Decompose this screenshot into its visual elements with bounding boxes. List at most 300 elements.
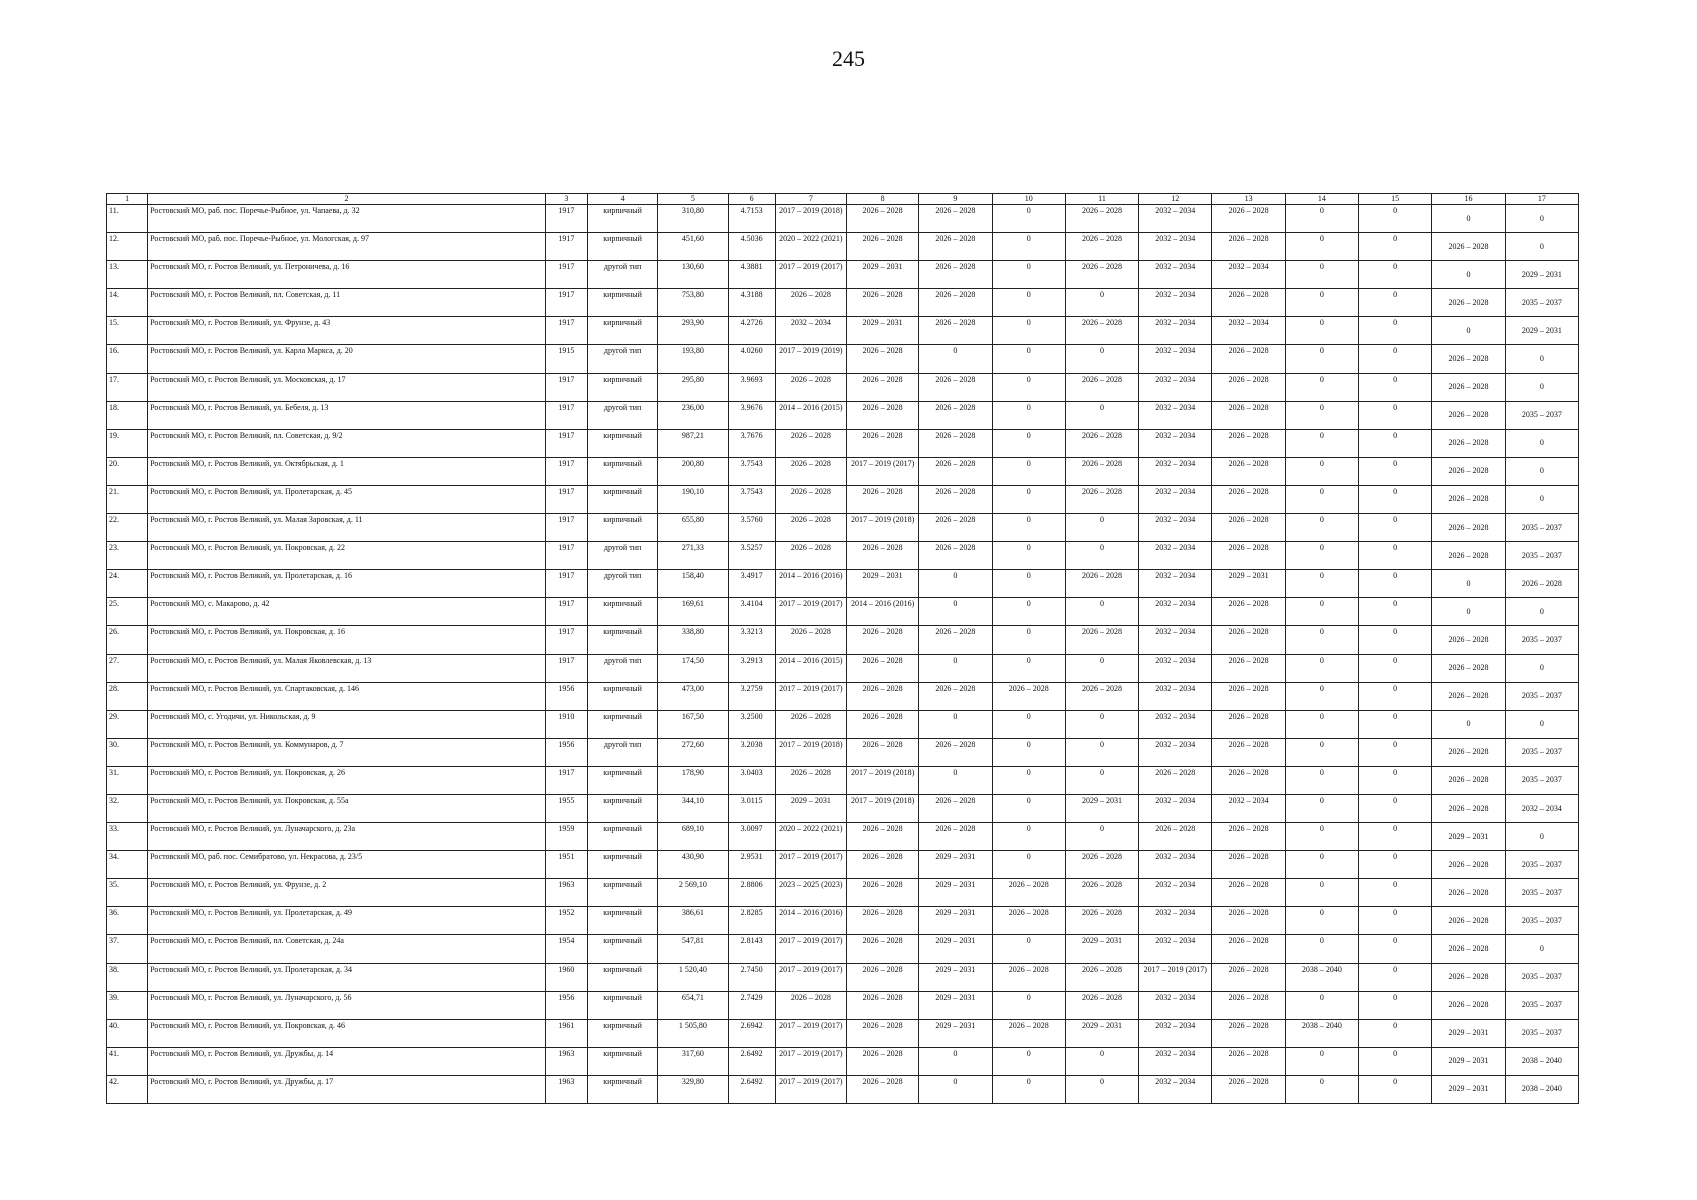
col-10-cell: 0 [992,233,1065,261]
col-17-cell: 2035 – 2037 [1505,766,1578,794]
wall-type-cell: другой тип [587,570,657,598]
col-11-cell: 2026 – 2028 [1065,879,1138,907]
col-11-cell: 2026 – 2028 [1065,317,1138,345]
col-16-cell: 2026 – 2028 [1432,991,1505,1019]
year-cell: 1952 [545,907,587,935]
index-cell: 2.8806 [728,879,775,907]
col-13-cell: 2026 – 2028 [1212,907,1285,935]
col-9-cell: 2026 – 2028 [919,205,992,233]
col-15-cell: 0 [1359,879,1432,907]
row-number: 42. [107,1075,148,1103]
col-15-cell: 0 [1359,542,1432,570]
col-7-cell: 2014 – 2016 (2016) [775,907,846,935]
address-cell: Ростовский МО, г. Ростов Великий, ул. Пролетарская, д. 45 [148,485,546,513]
col-14-cell: 2038 – 2040 [1285,963,1358,991]
wall-type-cell: другой тип [587,738,657,766]
col-7-cell: 2026 – 2028 [775,542,846,570]
col-17-cell: 2035 – 2037 [1505,514,1578,542]
col-8-cell: 2026 – 2028 [846,823,918,851]
col-17-cell: 2035 – 2037 [1505,289,1578,317]
col-12-cell: 2032 – 2034 [1139,457,1212,485]
wall-type-cell: кирпичный [587,935,657,963]
area-cell: 158,40 [658,570,728,598]
col-13-cell: 2026 – 2028 [1212,991,1285,1019]
table-row [107,710,1579,738]
year-cell: 1917 [545,233,587,261]
address-cell: Ростовский МО, г. Ростов Великий, ул. Бебеля, д. 13 [148,401,546,429]
table-header [107,194,1579,205]
page-number: 245 [832,46,865,71]
index-cell: 3.9676 [728,401,775,429]
row-number: 15. [107,317,148,345]
year-cell: 1959 [545,823,587,851]
wall-type-cell: кирпичный [587,963,657,991]
year-cell: 1956 [545,991,587,1019]
col-14-cell: 0 [1285,457,1358,485]
index-cell: 4.7153 [728,205,775,233]
col-10-cell: 0 [992,935,1065,963]
table-row [107,401,1579,429]
col-8-cell: 2026 – 2028 [846,710,918,738]
col-16-cell: 2026 – 2028 [1432,654,1505,682]
year-cell: 1956 [545,738,587,766]
col-15-cell: 0 [1359,710,1432,738]
col-11-cell: 0 [1065,542,1138,570]
row-number: 41. [107,1047,148,1075]
col-10-cell: 0 [992,738,1065,766]
index-cell: 4.5036 [728,233,775,261]
column-header: 10 [992,194,1065,205]
col-11-cell: 2026 – 2028 [1065,570,1138,598]
index-cell: 3.3213 [728,626,775,654]
col-15-cell: 0 [1359,1019,1432,1047]
wall-type-cell: кирпичный [587,429,657,457]
col-13-cell: 2026 – 2028 [1212,935,1285,963]
address-cell: Ростовский МО, г. Ростов Великий, ул. Дружбы, д. 14 [148,1047,546,1075]
wall-type-cell: другой тип [587,401,657,429]
area-cell: 329,80 [658,1075,728,1103]
col-11-cell: 0 [1065,598,1138,626]
col-12-cell: 2032 – 2034 [1139,626,1212,654]
col-17-cell: 2035 – 2037 [1505,401,1578,429]
col-8-cell: 2026 – 2028 [846,738,918,766]
col-16-cell: 2026 – 2028 [1432,429,1505,457]
row-number: 39. [107,991,148,1019]
col-8-cell: 2029 – 2031 [846,570,918,598]
col-17-cell: 2035 – 2037 [1505,991,1578,1019]
wall-type-cell: кирпичный [587,317,657,345]
area-cell: 338,80 [658,626,728,654]
index-cell: 3.7543 [728,457,775,485]
row-number: 31. [107,766,148,794]
col-13-cell: 2026 – 2028 [1212,345,1285,373]
column-header: 6 [728,194,775,205]
col-13-cell: 2026 – 2028 [1212,738,1285,766]
wall-type-cell: другой тип [587,345,657,373]
col-11-cell: 2026 – 2028 [1065,907,1138,935]
address-cell: Ростовский МО, г. Ростов Великий, ул. Фрунзе, д. 43 [148,317,546,345]
col-16-cell: 2026 – 2028 [1432,963,1505,991]
address-cell: Ростовский МО, г. Ростов Великий, ул. Пролетарская, д. 34 [148,963,546,991]
col-8-cell: 2026 – 2028 [846,205,918,233]
col-9-cell: 2026 – 2028 [919,289,992,317]
col-14-cell: 0 [1285,233,1358,261]
col-8-cell: 2029 – 2031 [846,317,918,345]
table-row [107,514,1579,542]
col-17-cell: 2029 – 2031 [1505,261,1578,289]
col-14-cell: 0 [1285,401,1358,429]
column-header: 13 [1212,194,1285,205]
col-9-cell: 0 [919,710,992,738]
address-cell: Ростовский МО, г. Ростов Великий, пл. Советская, д. 11 [148,289,546,317]
area-cell: 130,60 [658,261,728,289]
col-14-cell: 0 [1285,289,1358,317]
col-9-cell: 2029 – 2031 [919,991,992,1019]
col-10-cell: 0 [992,317,1065,345]
col-9-cell: 2029 – 2031 [919,879,992,907]
col-15-cell: 0 [1359,738,1432,766]
col-17-cell: 2035 – 2037 [1505,626,1578,654]
col-14-cell: 0 [1285,851,1358,879]
index-cell: 2.8143 [728,935,775,963]
year-cell: 1963 [545,1047,587,1075]
area-cell: 236,00 [658,401,728,429]
col-15-cell: 0 [1359,570,1432,598]
row-number: 24. [107,570,148,598]
column-header: 12 [1139,194,1212,205]
col-7-cell: 2026 – 2028 [775,626,846,654]
col-15-cell: 0 [1359,457,1432,485]
col-15-cell: 0 [1359,654,1432,682]
col-11-cell: 2026 – 2028 [1065,457,1138,485]
col-7-cell: 2020 – 2022 (2021) [775,233,846,261]
col-16-cell: 2026 – 2028 [1432,457,1505,485]
row-number: 27. [107,654,148,682]
column-header: 7 [775,194,846,205]
col-17-cell: 0 [1505,598,1578,626]
year-cell: 1954 [545,935,587,963]
area-cell: 178,90 [658,766,728,794]
col-7-cell: 2017 – 2019 (2017) [775,682,846,710]
col-9-cell: 2026 – 2028 [919,485,992,513]
col-14-cell: 0 [1285,1047,1358,1075]
table-row [107,345,1579,373]
year-cell: 1917 [545,205,587,233]
col-11-cell: 2026 – 2028 [1065,682,1138,710]
area-cell: 293,90 [658,317,728,345]
year-cell: 1956 [545,682,587,710]
year-cell: 1917 [545,485,587,513]
col-7-cell: 2026 – 2028 [775,429,846,457]
col-16-cell: 2026 – 2028 [1432,626,1505,654]
col-8-cell: 2026 – 2028 [846,429,918,457]
col-15-cell: 0 [1359,345,1432,373]
address-cell: Ростовский МО, г. Ростов Великий, ул. Покровская, д. 26 [148,766,546,794]
year-cell: 1955 [545,794,587,822]
col-15-cell: 0 [1359,963,1432,991]
row-number: 33. [107,823,148,851]
col-12-cell: 2032 – 2034 [1139,514,1212,542]
col-12-cell: 2032 – 2034 [1139,1075,1212,1103]
col-10-cell: 0 [992,542,1065,570]
col-17-cell: 0 [1505,373,1578,401]
col-14-cell: 0 [1285,542,1358,570]
col-10-cell: 0 [992,401,1065,429]
col-8-cell: 2026 – 2028 [846,907,918,935]
row-number: 26. [107,626,148,654]
col-8-cell: 2026 – 2028 [846,373,918,401]
col-12-cell: 2032 – 2034 [1139,317,1212,345]
col-9-cell: 0 [919,598,992,626]
row-number: 36. [107,907,148,935]
col-16-cell: 2026 – 2028 [1432,233,1505,261]
table-row [107,570,1579,598]
col-9-cell: 2026 – 2028 [919,317,992,345]
row-number: 21. [107,485,148,513]
area-cell: 753,80 [658,289,728,317]
index-cell: 3.5257 [728,542,775,570]
row-number: 38. [107,963,148,991]
row-number: 23. [107,542,148,570]
row-number: 30. [107,738,148,766]
area-cell: 1 520,40 [658,963,728,991]
table-row [107,289,1579,317]
table-row [107,766,1579,794]
col-17-cell: 0 [1505,205,1578,233]
table-row [107,626,1579,654]
address-cell: Ростовский МО, г. Ростов Великий, ул. Покровская, д. 46 [148,1019,546,1047]
col-10-cell: 0 [992,457,1065,485]
address-cell: Ростовский МО, с. Макарово, д. 42 [148,598,546,626]
header-row [107,194,1579,205]
row-number: 28. [107,682,148,710]
col-15-cell: 0 [1359,823,1432,851]
row-number: 37. [107,935,148,963]
wall-type-cell: кирпичный [587,879,657,907]
area-cell: 689,10 [658,823,728,851]
col-10-cell: 0 [992,261,1065,289]
col-9-cell: 0 [919,654,992,682]
col-8-cell: 2026 – 2028 [846,682,918,710]
col-10-cell: 0 [992,1075,1065,1103]
address-cell: Ростовский МО, г. Ростов Великий, ул. Малая Заровская, д. 11 [148,514,546,542]
col-7-cell: 2014 – 2016 (2016) [775,570,846,598]
col-15-cell: 0 [1359,429,1432,457]
year-cell: 1963 [545,1075,587,1103]
col-12-cell: 2032 – 2034 [1139,233,1212,261]
col-17-cell: 2026 – 2028 [1505,570,1578,598]
address-cell: Ростовский МО, с. Угодичи, ул. Никольская, д. 9 [148,710,546,738]
col-10-cell: 0 [992,626,1065,654]
col-16-cell: 2029 – 2031 [1432,1019,1505,1047]
year-cell: 1917 [545,654,587,682]
col-9-cell: 2029 – 2031 [919,1019,992,1047]
table-row [107,457,1579,485]
col-10-cell: 0 [992,794,1065,822]
row-number: 35. [107,879,148,907]
area-cell: 272,60 [658,738,728,766]
col-10-cell: 0 [992,373,1065,401]
col-14-cell: 0 [1285,317,1358,345]
col-15-cell: 0 [1359,682,1432,710]
col-12-cell: 2032 – 2034 [1139,345,1212,373]
wall-type-cell: кирпичный [587,289,657,317]
col-17-cell: 0 [1505,429,1578,457]
col-13-cell: 2032 – 2034 [1212,794,1285,822]
col-8-cell: 2026 – 2028 [846,233,918,261]
year-cell: 1917 [545,457,587,485]
col-17-cell: 2038 – 2040 [1505,1047,1578,1075]
col-7-cell: 2017 – 2019 (2017) [775,1075,846,1103]
area-cell: 1 505,80 [658,1019,728,1047]
area-cell: 654,71 [658,991,728,1019]
col-10-cell: 2026 – 2028 [992,1019,1065,1047]
col-9-cell: 2029 – 2031 [919,851,992,879]
col-7-cell: 2017 – 2019 (2017) [775,261,846,289]
col-12-cell: 2032 – 2034 [1139,991,1212,1019]
table-body [107,205,1579,1104]
col-11-cell: 2029 – 2031 [1065,1019,1138,1047]
col-13-cell: 2026 – 2028 [1212,710,1285,738]
col-12-cell: 2032 – 2034 [1139,1047,1212,1075]
col-13-cell: 2026 – 2028 [1212,654,1285,682]
col-17-cell: 0 [1505,345,1578,373]
table-row [107,205,1579,233]
col-7-cell: 2017 – 2019 (2018) [775,738,846,766]
address-cell: Ростовский МО, г. Ростов Великий, пл. Советская, д. 9/2 [148,429,546,457]
col-8-cell: 2026 – 2028 [846,654,918,682]
col-15-cell: 0 [1359,851,1432,879]
table-row [107,1047,1579,1075]
address-cell: Ростовский МО, г. Ростов Великий, ул. Покровская, д. 22 [148,542,546,570]
col-12-cell: 2032 – 2034 [1139,907,1212,935]
col-14-cell: 0 [1285,710,1358,738]
year-cell: 1917 [545,514,587,542]
column-header: 17 [1505,194,1578,205]
col-12-cell: 2026 – 2028 [1139,766,1212,794]
index-cell: 3.7543 [728,485,775,513]
col-15-cell: 0 [1359,289,1432,317]
col-11-cell: 0 [1065,289,1138,317]
table-row [107,542,1579,570]
col-8-cell: 2014 – 2016 (2016) [846,598,918,626]
col-17-cell: 0 [1505,457,1578,485]
col-11-cell: 2029 – 2031 [1065,935,1138,963]
col-10-cell: 0 [992,429,1065,457]
wall-type-cell: кирпичный [587,851,657,879]
col-14-cell: 0 [1285,261,1358,289]
col-15-cell: 0 [1359,233,1432,261]
col-7-cell: 2026 – 2028 [775,766,846,794]
col-7-cell: 2023 – 2025 (2023) [775,879,846,907]
col-10-cell: 2026 – 2028 [992,682,1065,710]
year-cell: 1917 [545,261,587,289]
area-cell: 344,10 [658,794,728,822]
address-cell: Ростовский МО, г. Ростов Великий, ул. Малая Яковлевская, д. 13 [148,654,546,682]
column-header: 15 [1359,194,1432,205]
col-7-cell: 2014 – 2016 (2015) [775,401,846,429]
column-header: 14 [1285,194,1358,205]
year-cell: 1917 [545,373,587,401]
year-cell: 1917 [545,542,587,570]
col-16-cell: 2026 – 2028 [1432,879,1505,907]
col-14-cell: 0 [1285,570,1358,598]
row-number: 18. [107,401,148,429]
col-8-cell: 2026 – 2028 [846,401,918,429]
area-cell: 451,60 [658,233,728,261]
col-11-cell: 2026 – 2028 [1065,485,1138,513]
index-cell: 2.6492 [728,1047,775,1075]
address-cell: Ростовский МО, г. Ростов Великий, ул. Коммунаров, д. 7 [148,738,546,766]
col-16-cell: 0 [1432,317,1505,345]
col-8-cell: 2017 – 2019 (2017) [846,457,918,485]
year-cell: 1917 [545,289,587,317]
col-11-cell: 0 [1065,766,1138,794]
col-13-cell: 2026 – 2028 [1212,851,1285,879]
table-row [107,1019,1579,1047]
col-8-cell: 2026 – 2028 [846,879,918,907]
col-13-cell: 2026 – 2028 [1212,598,1285,626]
col-7-cell: 2017 – 2019 (2017) [775,963,846,991]
col-12-cell: 2032 – 2034 [1139,851,1212,879]
col-9-cell: 2029 – 2031 [919,935,992,963]
address-cell: Ростовский МО, г. Ростов Великий, ул. Октябрьская, д. 1 [148,457,546,485]
col-12-cell: 2032 – 2034 [1139,570,1212,598]
col-16-cell: 2026 – 2028 [1432,682,1505,710]
wall-type-cell: кирпичный [587,373,657,401]
address-cell: Ростовский МО, г. Ростов Великий, ул. Покровская, д. 55а [148,794,546,822]
col-11-cell: 2026 – 2028 [1065,851,1138,879]
col-14-cell: 0 [1285,682,1358,710]
col-9-cell: 2026 – 2028 [919,233,992,261]
col-7-cell: 2026 – 2028 [775,514,846,542]
col-10-cell: 0 [992,345,1065,373]
col-11-cell: 2026 – 2028 [1065,991,1138,1019]
col-8-cell: 2026 – 2028 [846,1075,918,1103]
wall-type-cell: кирпичный [587,710,657,738]
col-16-cell: 2029 – 2031 [1432,1047,1505,1075]
area-cell: 295,80 [658,373,728,401]
col-8-cell: 2026 – 2028 [846,289,918,317]
col-15-cell: 0 [1359,317,1432,345]
address-cell: Ростовский МО, г. Ростов Великий, ул. Дружбы, д. 17 [148,1075,546,1103]
col-14-cell: 0 [1285,598,1358,626]
address-cell: Ростовский МО, г. Ростов Великий, ул. Покровская, д. 16 [148,626,546,654]
year-cell: 1917 [545,598,587,626]
wall-type-cell: кирпичный [587,823,657,851]
col-9-cell: 2026 – 2028 [919,794,992,822]
index-cell: 3.7676 [728,429,775,457]
col-13-cell: 2026 – 2028 [1212,682,1285,710]
col-14-cell: 0 [1285,654,1358,682]
col-14-cell: 0 [1285,738,1358,766]
area-cell: 547,81 [658,935,728,963]
column-header: 16 [1432,194,1505,205]
col-16-cell: 2029 – 2031 [1432,823,1505,851]
col-13-cell: 2026 – 2028 [1212,233,1285,261]
col-14-cell: 2038 – 2040 [1285,1019,1358,1047]
col-7-cell: 2026 – 2028 [775,991,846,1019]
address-cell: Ростовский МО, раб. пос. Семибратово, ул. Некрасова, д. 23/5 [148,851,546,879]
col-9-cell: 2026 – 2028 [919,682,992,710]
col-17-cell: 2038 – 2040 [1505,1075,1578,1103]
col-14-cell: 0 [1285,794,1358,822]
wall-type-cell: кирпичный [587,485,657,513]
area-cell: 430,90 [658,851,728,879]
address-cell: Ростовский МО, г. Ростов Великий, пл. Советская, д. 24а [148,935,546,963]
col-10-cell: 0 [992,991,1065,1019]
col-10-cell: 2026 – 2028 [992,907,1065,935]
